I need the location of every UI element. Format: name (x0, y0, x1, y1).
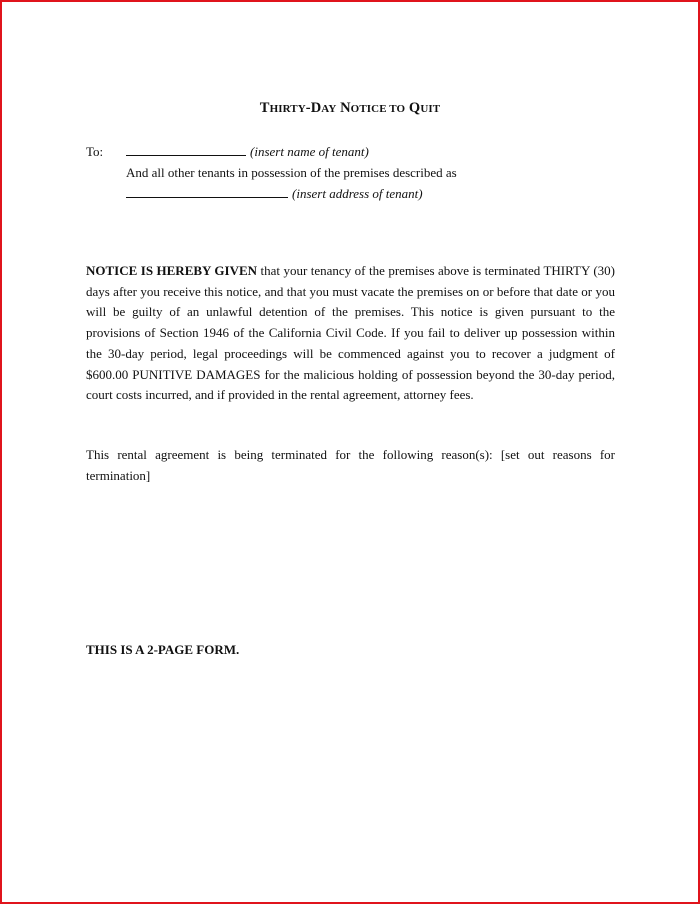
tenant-name-blank[interactable] (126, 143, 246, 156)
form-page-note: THIS IS A 2-PAGE FORM. (86, 642, 240, 657)
other-tenants-line: And all other tenants in possession of the premises described as (126, 165, 457, 180)
to-label: To: (86, 144, 104, 159)
addressee-lines (126, 141, 646, 204)
tenant-name-hint: (insert name of tenant) (250, 144, 369, 159)
document-title: THIRTY-DAY NOTICE TO QUIT (259, 100, 441, 116)
tenant-address-blank[interactable] (126, 185, 288, 198)
tenant-name-line (126, 141, 646, 162)
tenant-address-hint: (insert address of tenant) (292, 186, 423, 201)
notice-body: that your tenancy of the premises above is terminated THIRTY (30) days after you receive this notice, and that you must vacate the premises on or before that date or you will be guilty of an unlawful detention of the premises. This notice is given pursuant to the provisions of Section 1946 of the California Civil Code. If you fail to deliver up possession within the 30-day period, legal proceedings will be commenced against you to recover a judgment of $600.00 PUNITIVE DAMAGES for the malicious holding of possession beyond the 30-day period, court costs incurred, and if provided in the rental agreement, attorney fees. (86, 263, 615, 403)
notice-lead: NOTICE IS HEREBY GIVEN (86, 263, 258, 278)
notice-paragraph (86, 261, 615, 406)
reasons-paragraph: This rental agreement is being terminated for the following reason(s): [set out reasons for termination] (86, 447, 615, 483)
tenant-address-line (126, 183, 646, 204)
